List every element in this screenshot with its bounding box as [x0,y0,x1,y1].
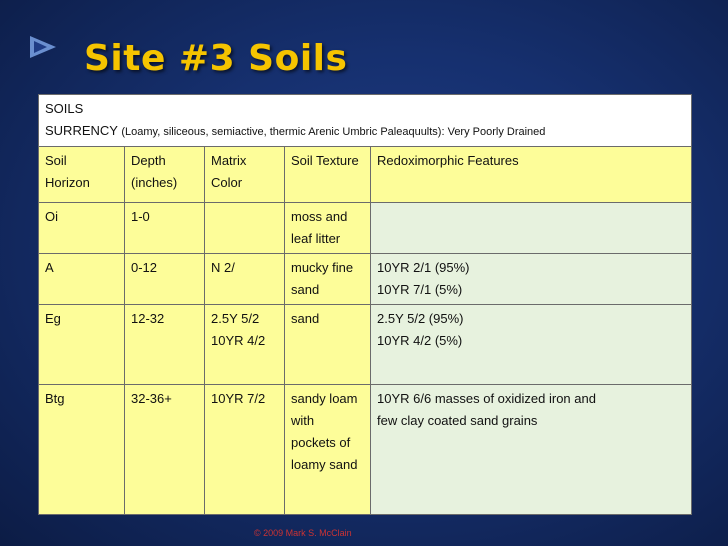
col-header-line: Soil Texture [291,153,359,168]
matrix-cell [205,385,285,515]
texture-cell [285,254,371,305]
soil-series-cell [39,95,692,147]
texture-line: loamy sand [291,457,358,472]
col-header-redox [371,147,692,203]
texture-line: sand [291,282,320,297]
col-header-line: Color [211,175,243,190]
col-header-depth [125,147,205,203]
surrency-label: SURRENCY [45,123,118,138]
redox-line: 2.5Y 5/2 (95%) [377,311,464,326]
depth-cell: 12-32 [125,305,205,385]
redox-line: 10YR 4/2 (5%) [377,333,463,348]
depth-cell: 0-12 [125,254,205,305]
texture-line: leaf litter [291,231,341,246]
col-header-matrix [205,147,285,203]
copyright-footer: © 2009 Mark S. McClain [254,528,352,538]
texture-line: sandy loam [291,391,358,406]
bullet-arrow-icon [30,36,56,58]
matrix-cell [205,305,285,385]
redox-line: few clay coated sand grains [377,413,538,428]
horizon-cell: A [39,254,125,305]
texture-line: sand [291,311,320,326]
soils-label: SOILS [45,101,84,116]
horizon-cell: Btg [39,385,125,515]
texture-line: mucky fine [291,260,354,275]
col-header-line: Horizon [45,175,90,190]
redox-cell [371,254,692,305]
surrency-line [45,120,685,143]
depth-cell: 1-0 [125,203,205,254]
redox-line: 10YR 7/1 (5%) [377,282,463,297]
table-row [39,385,692,515]
table-row [39,254,692,305]
redox-cell [371,385,692,515]
texture-cell [285,203,371,254]
soil-series-header-row [39,95,692,147]
redox-cell [371,305,692,385]
matrix-cell [205,254,285,305]
depth-cell: 32-36+ [125,385,205,515]
col-header-line: (inches) [131,175,178,190]
col-header-line: Soil [45,153,67,168]
texture-cell [285,385,371,515]
matrix-line: 10YR 7/2 [211,391,266,406]
slide-title: Site #3 Soils [84,38,348,79]
col-header-horizon [39,147,125,203]
matrix-line: N 2/ [211,260,235,275]
matrix-cell [205,203,285,254]
column-header-row [39,147,692,203]
col-header-line: Depth [131,153,166,168]
matrix-line: 10YR 4/2 [211,333,266,348]
col-header-line: Matrix [211,153,247,168]
texture-line: with [291,413,315,428]
surrency-description: (Loamy, siliceous, semiactive, thermic Arenic Umbric Paleaquults): Very Poorly Drained [121,126,546,138]
redox-cell [371,203,692,254]
soil-table [38,94,692,515]
redox-line: 10YR 6/6 masses of oxidized iron and [377,391,596,406]
redox-line: 10YR 2/1 (95%) [377,260,470,275]
horizon-cell: Oi [39,203,125,254]
horizon-cell: Eg [39,305,125,385]
table-row [39,203,692,254]
texture-line: moss and [291,209,348,224]
col-header-texture [285,147,371,203]
texture-line: pockets of [291,435,351,450]
col-header-line: Redoximorphic Features [377,153,519,168]
table-row [39,305,692,385]
matrix-line: 2.5Y 5/2 [211,311,260,326]
texture-cell [285,305,371,385]
